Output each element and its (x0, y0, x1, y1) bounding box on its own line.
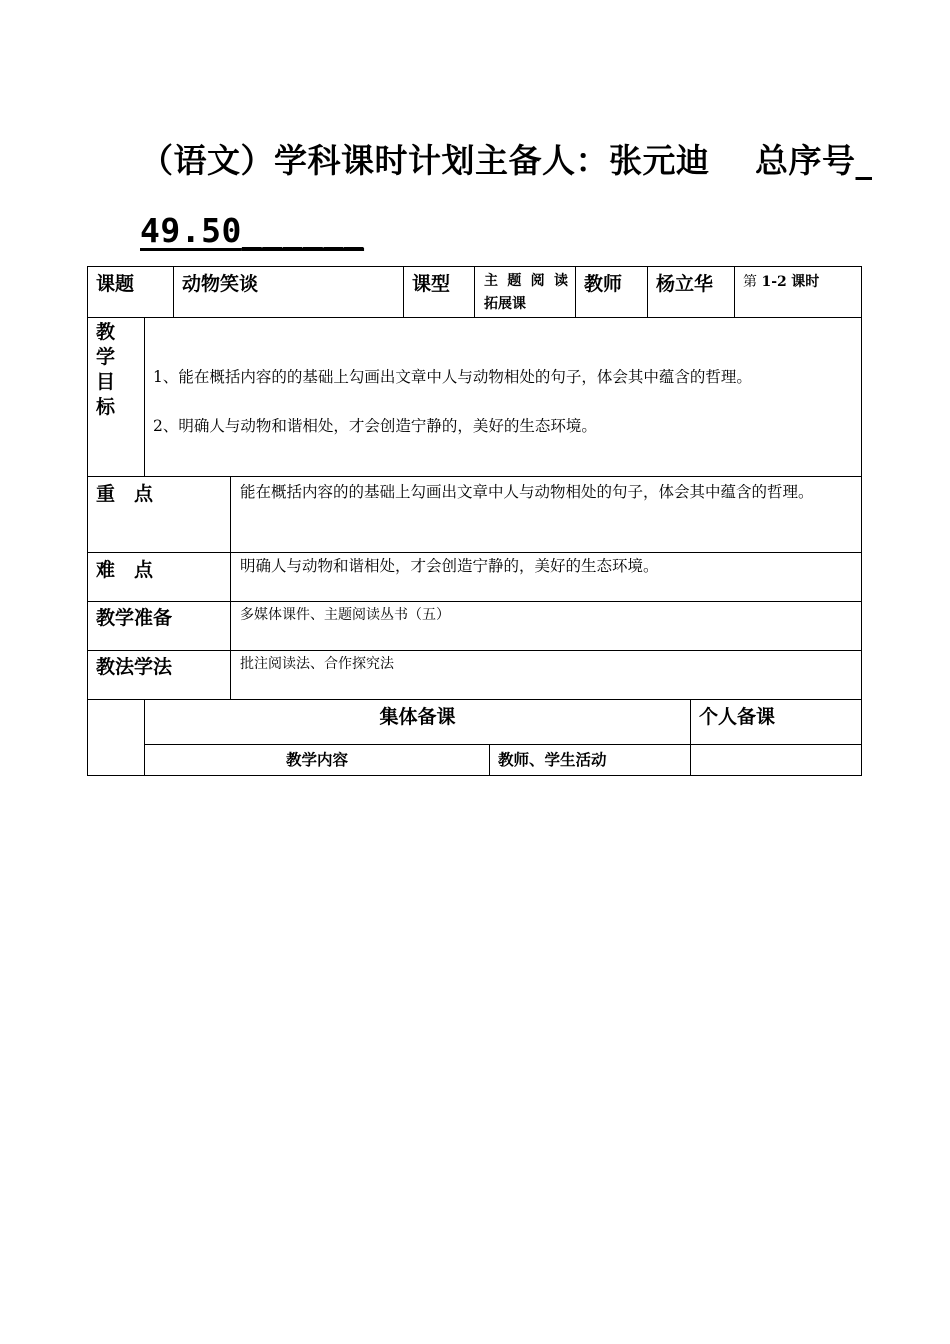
difficulty-value: 明确人与动物和谐相处，才会创造宁静的，美好的生态环境。 (240, 557, 659, 575)
serial-number-blank: ______ (241, 211, 365, 250)
objective-label: 教学目标 (96, 321, 116, 418)
key-label: 重 点 (96, 483, 154, 505)
type-label-cell (403, 266, 475, 318)
difficulty-value-cell (230, 552, 862, 602)
period-suffix: 课时 (791, 274, 820, 290)
period-cell (734, 266, 862, 318)
prep-label-cell (87, 601, 231, 651)
type-value: 主 题 阅 读 拓展课 (484, 273, 568, 312)
prep-value: 多媒体课件、主题阅读丛书（五） (240, 607, 450, 623)
personal-header-cell (690, 699, 862, 745)
type-value-cell (474, 266, 576, 318)
activity-header-cell (489, 744, 691, 776)
key-label-cell (87, 476, 231, 553)
type-label: 课型 (412, 273, 451, 295)
prep-label: 教学准备 (96, 607, 173, 629)
prep-value-cell (230, 601, 862, 651)
teacher-value: 杨立华 (656, 273, 714, 295)
collective-label: 集体备课 (379, 706, 456, 728)
objective-label-cell (87, 317, 145, 477)
objective-item-2: 2、明确人与动物和谐相处，才会创造宁静的，美好的生态环境。 (153, 417, 597, 435)
period-prefix: 第 (743, 274, 757, 290)
title-line-2 (140, 196, 880, 266)
method-label: 教法学法 (96, 656, 173, 678)
objective-content-cell (144, 317, 862, 477)
topic-value-cell (173, 266, 404, 318)
key-value: 能在概括内容的的基础上勾画出文章中人与动物相处的句子，体会其中蕴含的哲理。 (240, 483, 814, 501)
difficulty-label-cell (87, 552, 231, 602)
content-header-cell (144, 744, 490, 776)
period-text (743, 271, 819, 291)
topic-value: 动物笑谈 (182, 273, 259, 295)
title-line-1: （语文）学科课时计划主备人：张元迪 总序号_ (140, 141, 873, 180)
teacher-label-cell (575, 266, 648, 318)
objective-item-1: 1、能在概括内容的的基础上勾画出文章中人与动物相处的句子，体会其中蕴含的哲理。 (153, 368, 752, 386)
method-label-cell (87, 650, 231, 700)
key-value-cell (230, 476, 862, 553)
method-value-cell (230, 650, 862, 700)
topic-label-cell (87, 266, 174, 318)
teacher-label: 教师 (584, 273, 623, 295)
collective-header-cell (144, 699, 691, 745)
personal-label: 个人备课 (699, 706, 776, 728)
document-title (140, 126, 880, 266)
teacher-value-cell (647, 266, 735, 318)
serial-number: 49.50 (140, 211, 242, 250)
method-value: 批注阅读法、合作探究法 (240, 656, 394, 672)
topic-label: 课题 (96, 273, 135, 295)
difficulty-label: 难 点 (96, 559, 154, 581)
content-label: 教学内容 (285, 751, 348, 769)
period-value: 1-2 (761, 274, 787, 290)
personal-content-cell (690, 744, 862, 776)
blank-left-cell (87, 699, 145, 776)
activity-label: 教师、学生活动 (498, 751, 607, 769)
